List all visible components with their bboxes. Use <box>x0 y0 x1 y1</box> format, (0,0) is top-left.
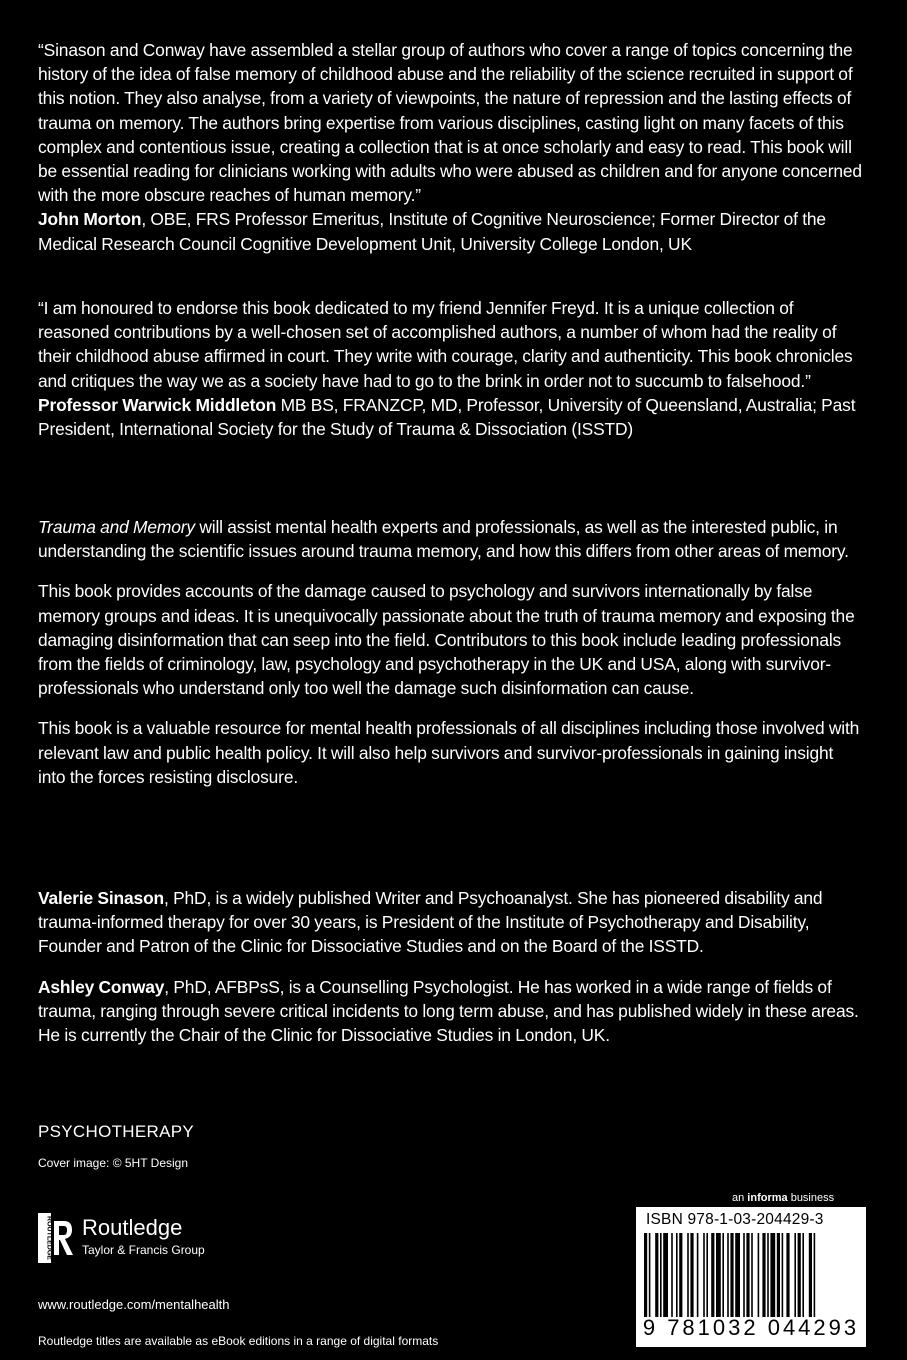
endorsement-attribution <box>38 207 864 255</box>
description-paragraph-1 <box>38 515 864 563</box>
publisher-group: Taylor & Francis Group <box>82 1243 205 1257</box>
author-name: Valerie Sinason <box>38 888 165 908</box>
author-bio-2 <box>38 975 864 1048</box>
informa-suffix: business <box>787 1192 835 1204</box>
cover-credit: Cover image: © 5HT Design <box>38 1156 189 1170</box>
publisher-website[interactable]: www.routledge.com/mentalhealth <box>38 1297 230 1312</box>
author-bios <box>38 886 864 1047</box>
book-description <box>38 515 864 789</box>
author-bio-1 <box>38 886 864 959</box>
isbn-label: ISBN 978-1-03-204429-3 <box>646 1211 824 1228</box>
logo-vertical-text: ROUTLEDGE <box>45 1216 53 1260</box>
ebook-note: Routledge titles are available as eBook editions in a range of digital formats <box>38 1334 439 1348</box>
endorsement-2 <box>38 296 864 441</box>
subject-category: PSYCHOTHERAPY <box>38 1122 194 1141</box>
informa-business-tag <box>732 1192 834 1204</box>
author-bio-text: , PhD, AFBPsS, is a Counselling Psychologist. He has worked in a wide range of fields of trauma, ranging through severe critical incidents to long term abuse, and has published widely in these areas. He is currently the Chair of the Clinic for Dissociative Studies in London, UK. <box>38 976 859 1046</box>
barcode-digits: 9 781032 044293 <box>642 1315 860 1340</box>
author-bio-text: , PhD, is a widely published Writer and Psychoanalyst. She has pioneered disability and trauma-informed therapy for over 30 years, is President of the Institute of Psychotherapy and Disability, Founder and Patron of the Clinic for Dissociative Studies and on the Board of the ISSTD. <box>38 888 823 957</box>
endorser-credentials: , OBE, FRS Professor Emeritus, Institute of Cognitive Neuroscience; Former Director of the Medical Research Council Cognitive Development Unit, University College London, UK <box>38 209 826 254</box>
book-title: Trauma and Memory <box>38 517 195 537</box>
endorser-name: John Morton <box>38 209 142 230</box>
description-paragraph-2: This book provides accounts of the damage caused to psychology and survivors internationally by false memory groups and ideas. It is unequivocally passionate about the truth of trauma memory and exposing the damaging disinformation that can seep into the field. Contributors to this book include leading professionals from the fields of criminology, law, psychology and psychotherapy in the UK and USA, along with survivor-professionals who understand only too well the damage such disinformation can cause. <box>38 581 855 699</box>
publisher-name: Routledge <box>82 1215 183 1240</box>
description-text: will assist mental health experts and professionals, as well as the interested public, in understanding the scientific issues around trauma memory, and how this differs from other areas of memory. <box>38 517 849 562</box>
endorsement-quote: “I am honoured to endorse this book dedicated to my friend Jennifer Freyd. It is a unique collection of reasoned contributions by a well-chosen set of accomplished authors, a number of whom had the reality of their childhood abuse affirmed in court. They write with courage, clarity and authenticity. This book chronicles and critiques the way we as a society have had to go to the brink in order not to succumb to falsehood.” <box>38 298 853 391</box>
barcode-icon <box>644 1233 858 1317</box>
endorsement-attribution <box>38 393 864 441</box>
routledge-logo-icon <box>38 1213 74 1263</box>
isbn-barcode-box <box>636 1207 866 1347</box>
informa-word: informa <box>747 1192 788 1204</box>
informa-prefix: an <box>732 1192 748 1204</box>
endorser-name: Professor Warwick Middleton <box>38 394 277 415</box>
publisher-logo <box>38 1213 278 1263</box>
description-paragraph-3: This book is a valuable resource for mental health professionals of all disciplines including those involved with relevant law and public health policy. It will also help survivors and survivor-professionals in gaining insight into the forces resisting disclosure. <box>38 718 860 787</box>
endorser-credentials: MB BS, FRANZCP, MD, Professor, University of Queensland, Australia; Past President, International Society for the Study of Trauma & Dissociation (ISSTD) <box>38 394 856 440</box>
author-name: Ashley Conway <box>38 976 165 997</box>
endorsement-1 <box>38 38 864 256</box>
endorsement-quote: “Sinason and Conway have assembled a stellar group of authors who cover a range of topics concerning the history of the idea of false memory of childhood abuse and the reliability of the science recruited in support of this notion. They also analyse, from a variety of viewpoints, the nature of repression and the lasting effects of trauma on memory. The authors bring expertise from various disciplines, casting light on many facets of this complex and contentious issue, creating a collection that is at once scholarly and easy to read. This book will be essential reading for clinicians working with adults who were abused as children and for anyone concerned with the more obscure reaches of human memory.” <box>38 40 862 206</box>
